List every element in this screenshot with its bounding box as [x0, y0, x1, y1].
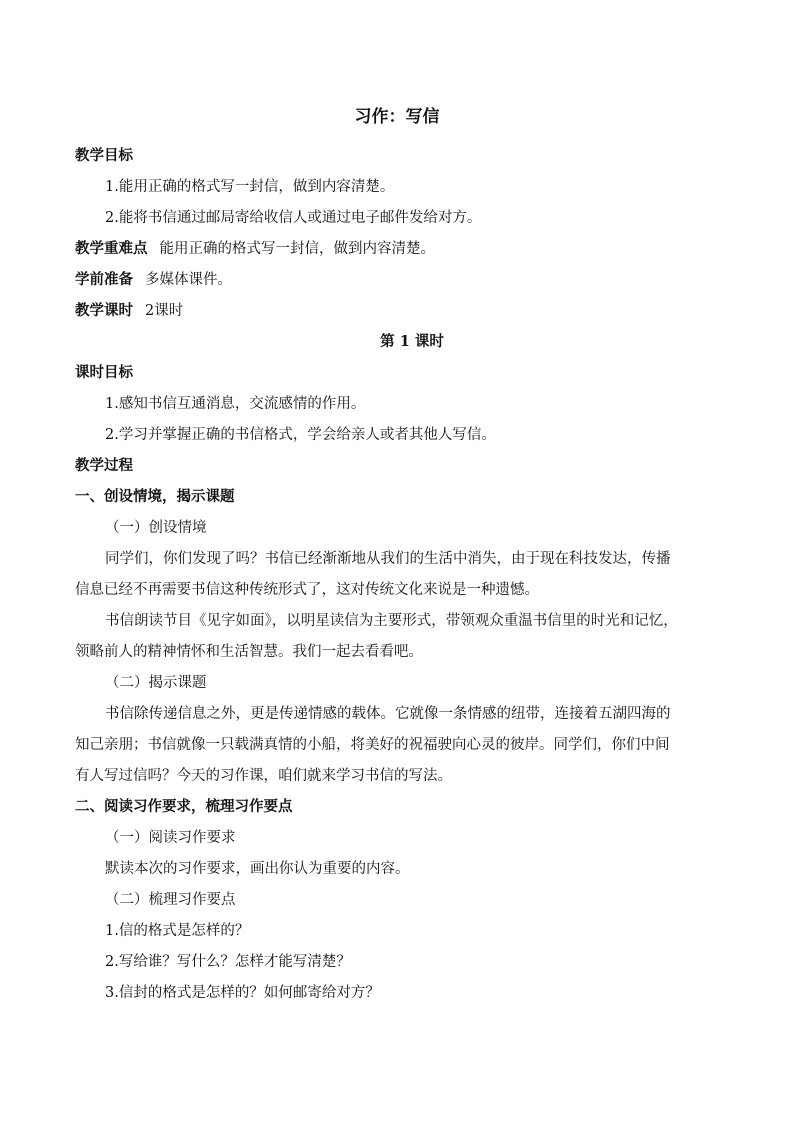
section1-para2-line1: 书信朗读节目《见字如面》，以明星读信为主要形式，带领观众重温书信里的时光和记忆，: [105, 613, 678, 629]
hours-label: 教学课时: [75, 302, 133, 319]
goal-item-2: 2.能将书信通过邮局寄给收信人或通过电子邮件发给对方。: [105, 210, 482, 226]
hours-row: [75, 300, 734, 322]
key-points-label: 教学重难点: [75, 240, 148, 257]
section1-para1-line2: 信息已经不再需要书信这种传统形式了，这对传统文化来说是一种遗憾。: [75, 582, 539, 598]
lesson-title: 第 1 课时: [380, 333, 444, 350]
goal-item-1: 1.能用正确的格式写一封信，做到内容清楚。: [105, 179, 395, 195]
hours-text: 2课时: [145, 303, 184, 319]
key-points-text: 能用正确的格式写一封信，做到内容清楚。: [159, 241, 435, 257]
section1-para3-line3: 有人写过信吗？今天的习作课，咱们就来学习书信的写法。: [75, 768, 452, 784]
section2-heading: 二、阅读习作要求，梳理习作要点: [75, 798, 293, 815]
section2-sub2: （二）梳理习作要点: [105, 892, 236, 908]
section1-para1-line1: 同学们，你们发现了吗？书信已经渐渐地从我们的生活中消失，由于现在科技发达，传播: [105, 551, 671, 567]
lesson-goal-item-1: 1.感知书信互通消息，交流感情的作用。: [105, 396, 366, 412]
prep-row: [75, 269, 734, 291]
process-heading: 教学过程: [75, 457, 133, 474]
key-points-row: [75, 238, 734, 260]
section2-para1: 默读本次的习作要求，画出你认为重要的内容。: [105, 861, 410, 877]
section1-sub1: （一）创设情境: [105, 520, 207, 536]
section2-point-2: 2.写给谁？写什么？怎样才能写清楚？: [105, 954, 351, 970]
section2-sub1: （一）阅读习作要求: [105, 830, 236, 846]
section2-point-3: 3.信封的格式是怎样的？如何邮寄给对方？: [105, 985, 380, 1001]
lesson-goal-item-2: 2.学习并掌握正确的书信格式，学会给亲人或者其他人写信。: [105, 427, 496, 443]
document-title: 习作：写信: [354, 107, 440, 127]
prep-text: 多媒体课件。: [145, 272, 232, 288]
goals-heading: 教学目标: [75, 147, 133, 164]
section1-para2-line2: 领略前人的精神情怀和生活智慧。我们一起去看看吧。: [75, 644, 423, 660]
section2-point-1: 1.信的格式是怎样的？: [105, 923, 250, 939]
section1-para3-line1: 书信除传递信息之外，更是传递情感的载体。它就像一条情感的纽带，连接着五湖四海的: [105, 706, 671, 722]
section1-para3-line2: 知己亲朋；书信就像一只载满真情的小船，将美好的祝福驶向心灵的彼岸。同学们，你们中间: [75, 737, 670, 753]
lesson-goals-heading: 课时目标: [75, 364, 133, 381]
section1-heading: 一、创设情境，揭示课题: [75, 488, 235, 505]
section1-sub2: （二）揭示课题: [105, 675, 207, 691]
prep-label: 学前准备: [75, 271, 133, 288]
